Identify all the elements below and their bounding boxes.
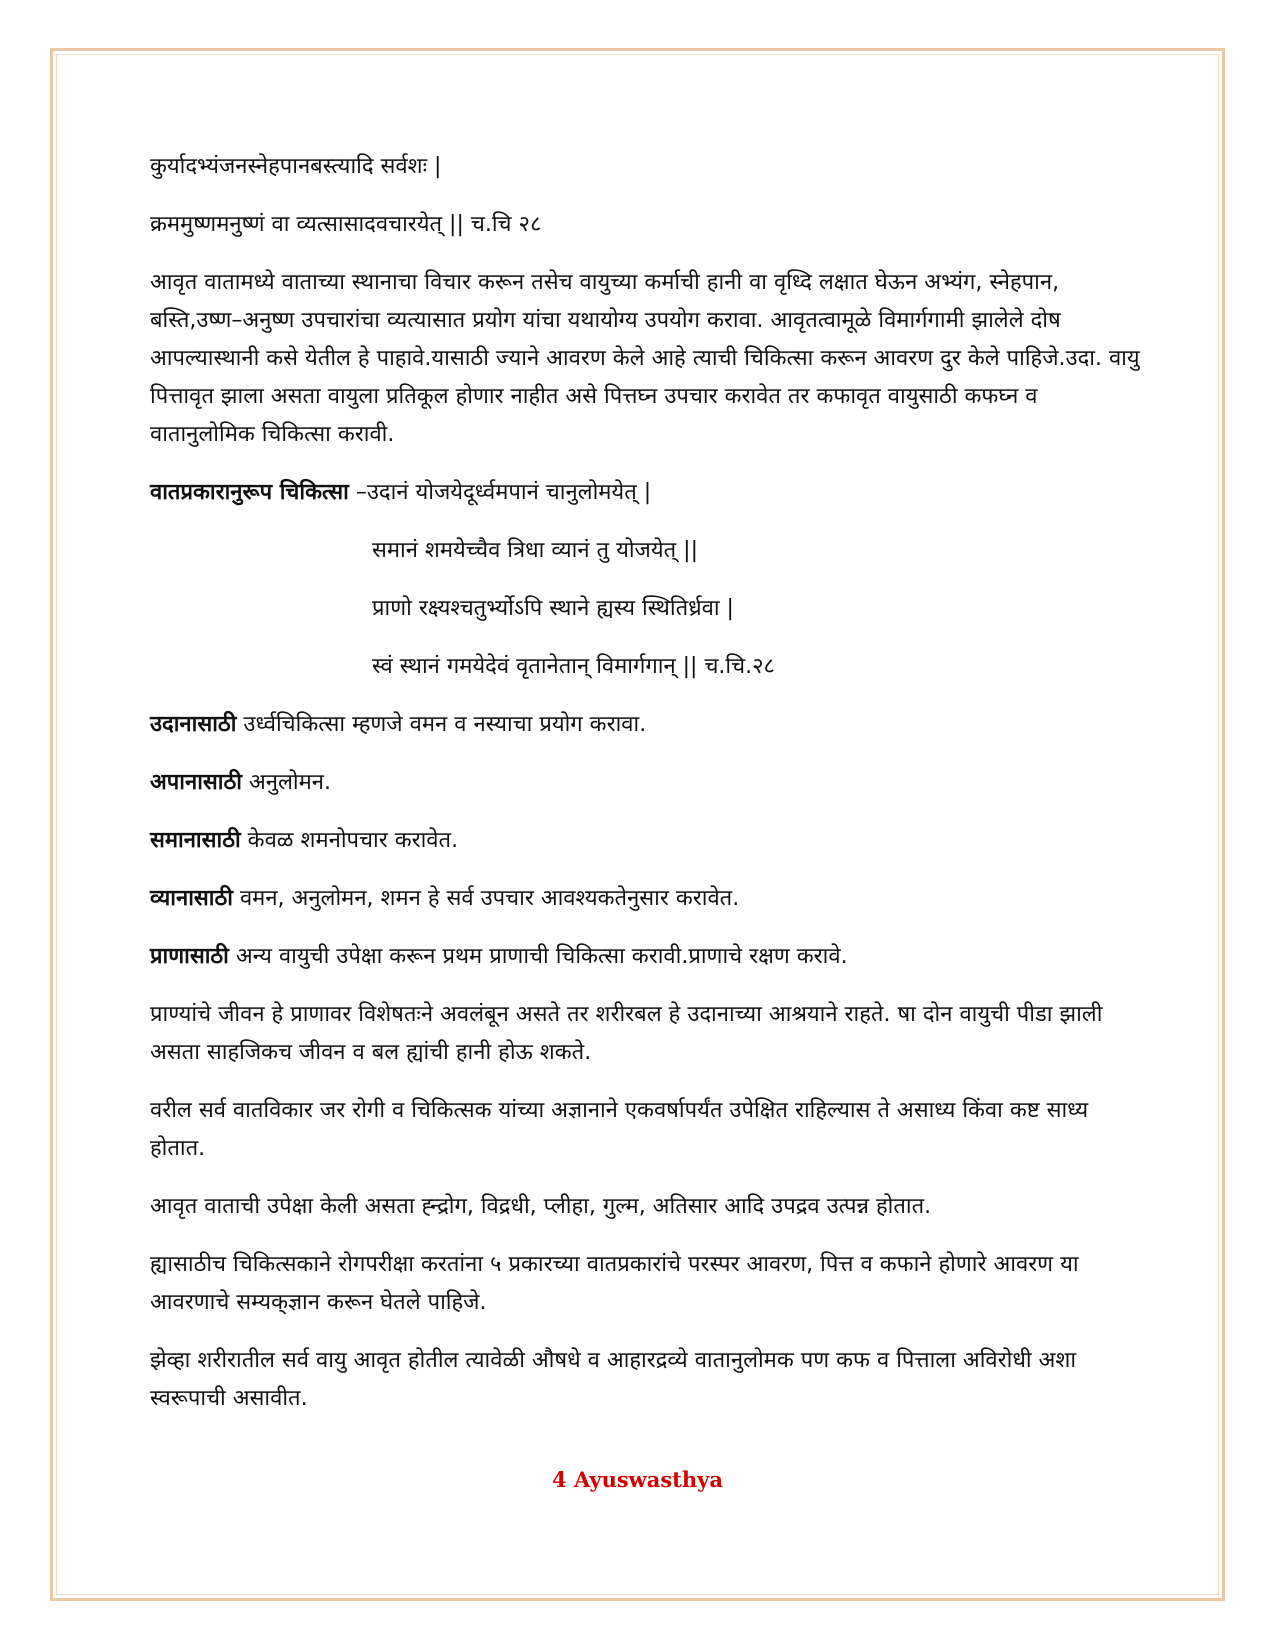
verse-line-2: क्रममुष्णमनुष्णं वा व्यत्सासादवचारयेत् || च.चि २८ bbox=[150, 212, 542, 237]
verse-indent-1: समानं शमयेच्चैव त्रिधा व्यानं तु योजयेत् || bbox=[372, 538, 698, 563]
paragraph-upadrava: आवृत वाताची उपेक्षा केली असता ह्न्द्रोग, विद्रधी, प्लीहा, गुल्म, अतिसार आदि उपद्रव उत्पन्न होतात. bbox=[150, 1194, 932, 1219]
item-apana-label: अपानासाठी bbox=[150, 770, 242, 795]
item-apana bbox=[150, 764, 1140, 802]
item-vyana-label: व्यानासाठी bbox=[150, 886, 233, 911]
page-footer: 4 Ayuswasthya bbox=[552, 1467, 723, 1492]
item-prana-text: अन्य वायुची उपेक्षा करून प्रथम प्राणाची चिकित्सा करावी.प्राणाचे रक्षण करावे. bbox=[228, 944, 848, 969]
verse-indent-2: प्राणो रक्ष्यश्चतुर्भ्योऽपि स्थाने ह्यस्य स्थितिर्ध्रवा | bbox=[372, 596, 734, 621]
item-apana-text: अनुलोमन. bbox=[241, 770, 331, 795]
verse-line-1: कुर्यादभ्यंजनस्नेहपानबस्त्यादि सर्वशः | bbox=[150, 154, 442, 179]
paragraph-asadhya: वरील सर्व वातविकार जर रोगी व चिकित्सक यांच्या अज्ञानाने एकवर्षापर्यंत उपेक्षित राहिल्यास ते असाध्य किंवा कष्ट साध्य होतात. bbox=[150, 1098, 1089, 1161]
section-heading: वातप्रकारानुरूप चिकित्सा bbox=[150, 480, 349, 505]
section-heading-verse: –उदानं योजयेदूर्ध्वमपानं चानुलोमयेत् | bbox=[348, 480, 652, 505]
document-body bbox=[150, 148, 1140, 1438]
item-udana-label: उदानासाठी bbox=[150, 712, 237, 737]
item-samana-text: केवळ शमनोपचार करावेत. bbox=[240, 828, 459, 853]
paragraph-prana-udana: प्राण्यांचे जीवन हे प्राणावर विशेषतःने अवलंबून असते तर शरीरबल हे उदानाच्या आश्रयाने राहते. षा दोन वायुची पीडा झाली असता साहजिकच जीवन व बल ह्यांची हानी होऊ शकते. bbox=[150, 1002, 1103, 1065]
paragraph-aavrut-vata: आवृत वातामध्ये वाताच्या स्थानाचा विचार करून तसेच वायुच्या कर्माची हानी वा वृध्दि लक्षात घेऊन अभ्यंग, स्नेहपान, बस्ति,उष्ण–अनुष्ण उपचारांचा व्यत्यासात प्रयोग यांचा यथायोग्य उपयोग करावा. आवृतत्वामूळे विमार्गगामी झालेले दोष आपल्यास्थानी कसे येतील हे पाहावे.यासाठी ज्याने आवरण केले आहे त्याची चिकित्सा करून आवरण दुर केले पाहिजे.उदा. वायु पित्तावृत झाला असता वायुला प्रतिकूल होणार नाहीत असे पित्तघ्न उपचार करावेत तर कफावृत वायुसाठी कफघ्न व वातानुलोमिक चिकित्सा करावी. bbox=[150, 270, 1140, 447]
item-udana bbox=[150, 706, 1140, 744]
item-vyana-text: वमन, अनुलोमन, शमन हे सर्व उपचार आवश्यकतेनुसार करावेत. bbox=[232, 886, 740, 911]
item-vyana bbox=[150, 880, 1140, 918]
item-udana-text: उर्ध्वचिकित्सा म्हणजे वमन व नस्याचा प्रयोग करावा. bbox=[236, 712, 647, 737]
item-prana-label: प्राणासाठी bbox=[150, 944, 229, 969]
verse-indent-3: स्वं स्थानं गमयेदेवं वृतानेतान् विमार्गगान् || च.चि.२८ bbox=[372, 654, 775, 679]
item-samana-label: समानासाठी bbox=[150, 828, 241, 853]
paragraph-rogapariksha: ह्यासाठीच चिकित्सकाने रोगपरीक्षा करतांना ५ प्रकारच्या वातप्रकारांचे परस्पर आवरण, पित्त व कफाने होणारे आवरण या आवरणाचे सम्यक्‌ज्ञान करून घेतले पाहिजे. bbox=[150, 1252, 1079, 1315]
item-prana bbox=[150, 938, 1140, 976]
section-heading-line bbox=[150, 474, 1140, 512]
paragraph-aushadhi: झेव्हा शरीरातील सर्व वायु आवृत होतील त्यावेळी औषधे व आहारद्रव्ये वातानुलोमक पण कफ व पित्ताला अविरोधी अशा स्वरूपाची असावीत. bbox=[150, 1348, 1077, 1411]
item-samana bbox=[150, 822, 1140, 860]
